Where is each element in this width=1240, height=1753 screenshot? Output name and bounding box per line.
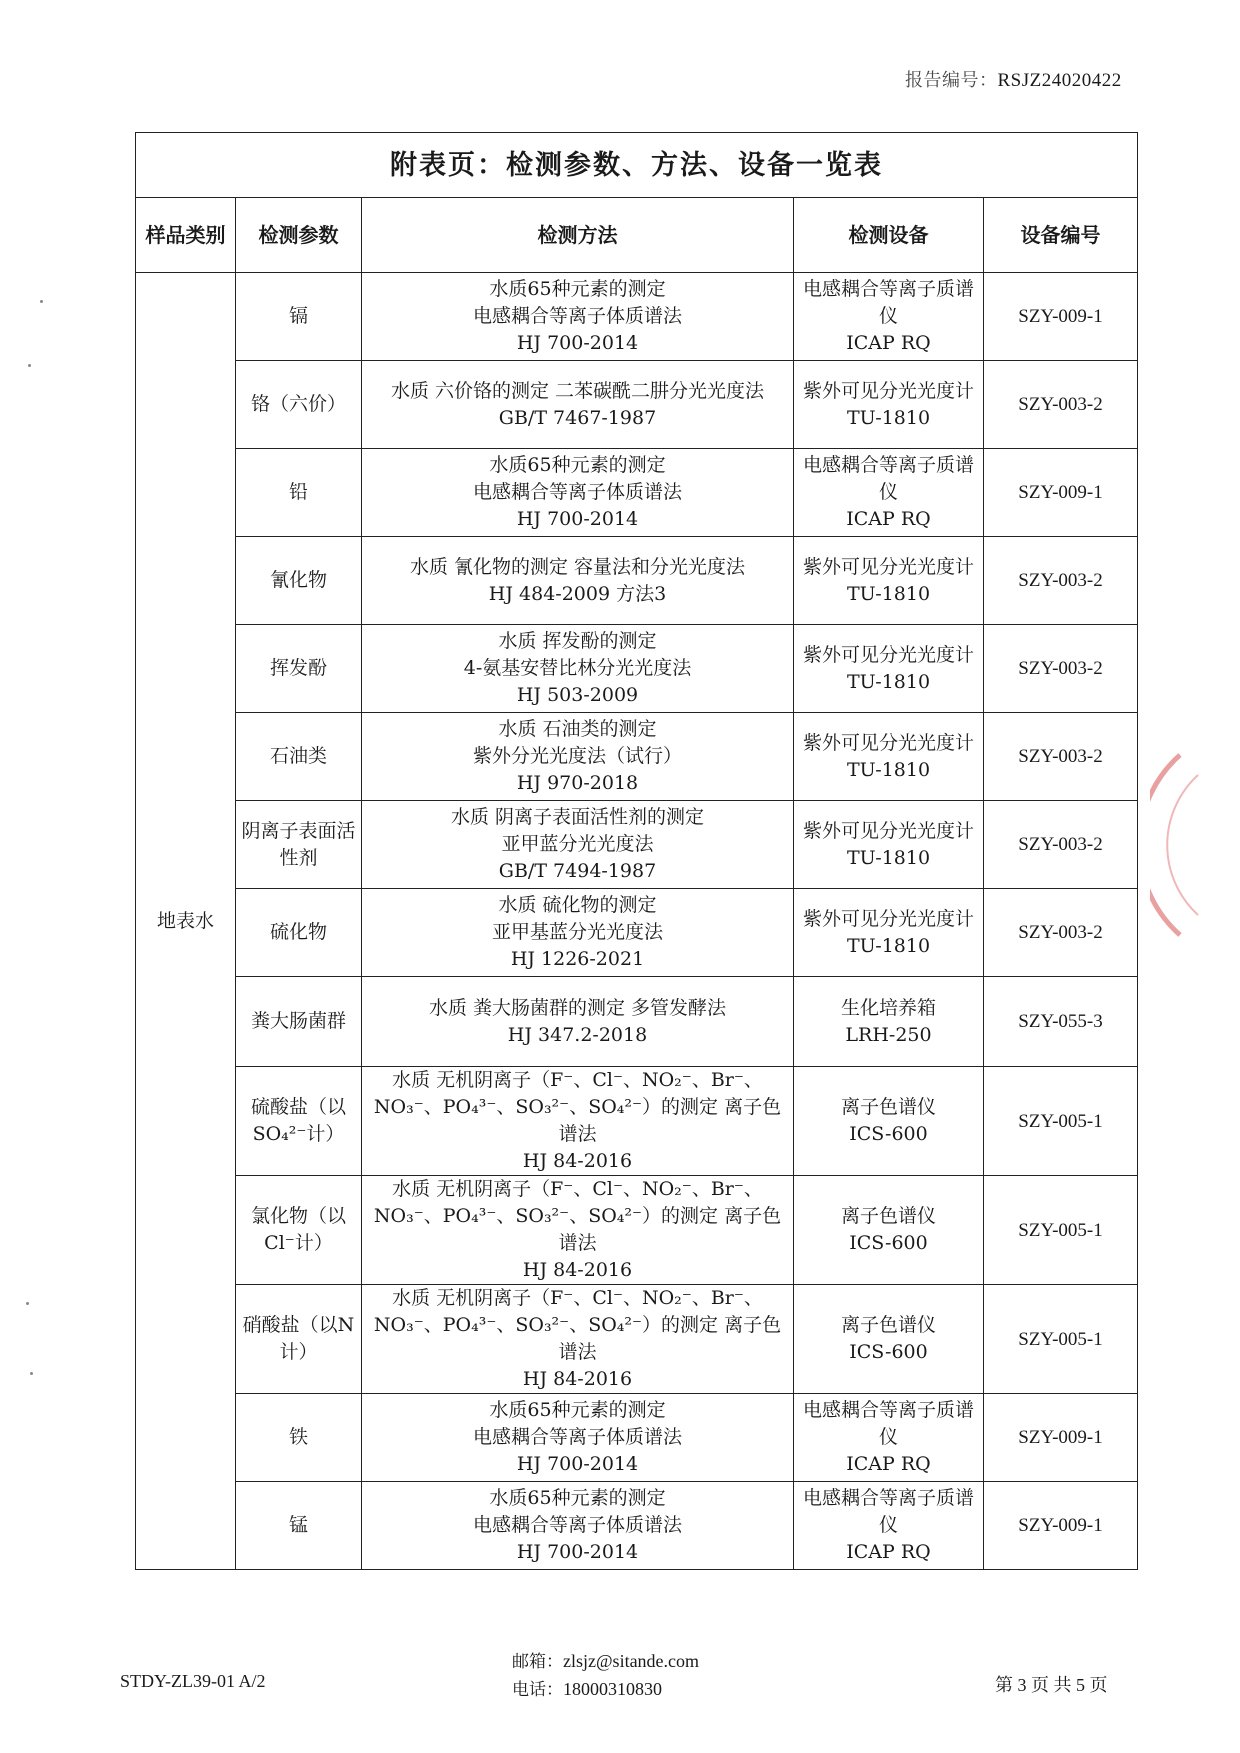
- column-header-sample-category: 样品类别: [136, 198, 236, 273]
- equipment-cell: 离子色谱仪 ICS-600: [794, 1285, 984, 1394]
- report-number-label: 报告编号：: [905, 70, 998, 91]
- phone-value: 18000310830: [563, 1679, 662, 1699]
- scan-speck: [40, 300, 43, 303]
- table-row: [136, 625, 1138, 713]
- method-cell: 水质 无机阴离子（F⁻、Cl⁻、NO₂⁻、Br⁻、NO₃⁻、PO₄³⁻、SO₃²⁻、SO₄²⁻）的测定 离子色谱法 HJ 84-2016: [362, 1067, 794, 1176]
- equipment-no-cell: SZY-009-1: [984, 1482, 1138, 1570]
- method-cell: 水质65种元素的测定 电感耦合等离子体质谱法 HJ 700-2014: [362, 273, 794, 361]
- param-cell: 铁: [236, 1394, 362, 1482]
- param-cell: 锰: [236, 1482, 362, 1570]
- equipment-no-cell: SZY-003-2: [984, 713, 1138, 801]
- equipment-no-cell: SZY-055-3: [984, 977, 1138, 1067]
- phone-label: 电话：: [512, 1680, 563, 1700]
- equipment-cell: 电感耦合等离子质谱仪 ICAP RQ: [794, 1482, 984, 1570]
- param-cell: 氰化物: [236, 537, 362, 625]
- param-cell: 挥发酚: [236, 625, 362, 713]
- column-header-parameter: 检测参数: [236, 198, 362, 273]
- method-cell: 水质 氰化物的测定 容量法和分光光度法 HJ 484-2009 方法3: [362, 537, 794, 625]
- param-cell: 石油类: [236, 713, 362, 801]
- column-header-equipment-no: 设备编号: [984, 198, 1138, 273]
- table-row: [136, 361, 1138, 449]
- scan-speck: [28, 364, 31, 367]
- table-row: [136, 1176, 1138, 1285]
- equipment-cell: 电感耦合等离子质谱仪 ICAP RQ: [794, 1394, 984, 1482]
- method-cell: 水质 无机阴离子（F⁻、Cl⁻、NO₂⁻、Br⁻、NO₃⁻、PO₄³⁻、SO₃²⁻、SO₄²⁻）的测定 离子色谱法 HJ 84-2016: [362, 1176, 794, 1285]
- table-row: [136, 537, 1138, 625]
- table-row: [136, 1067, 1138, 1176]
- method-cell: 水质 石油类的测定 紫外分光光度法（试行） HJ 970-2018: [362, 713, 794, 801]
- param-cell: 氯化物（以Cl⁻计）: [236, 1176, 362, 1285]
- param-cell: 粪大肠菌群: [236, 977, 362, 1067]
- equipment-no-cell: SZY-009-1: [984, 449, 1138, 537]
- email-label: 邮箱：: [512, 1652, 563, 1672]
- column-header-equipment: 检测设备: [794, 198, 984, 273]
- email-value: zlsjz@sitande.com: [563, 1651, 700, 1671]
- report-number: [905, 66, 1122, 92]
- red-stamp-edge: [1150, 745, 1240, 945]
- equipment-cell: 紫外可见分光光度计 TU-1810: [794, 361, 984, 449]
- equipment-no-cell: SZY-003-2: [984, 801, 1138, 889]
- method-cell: 水质 挥发酚的测定 4-氨基安替比林分光光度法 HJ 503-2009: [362, 625, 794, 713]
- equipment-no-cell: SZY-003-2: [984, 361, 1138, 449]
- table-row: [136, 449, 1138, 537]
- table-row: [136, 1482, 1138, 1570]
- param-cell: 硝酸盐（以N计）: [236, 1285, 362, 1394]
- contact-info: [512, 1648, 699, 1704]
- equipment-no-cell: SZY-003-2: [984, 625, 1138, 713]
- report-number-value: RSJZ24020422: [997, 70, 1122, 91]
- equipment-cell: 紫外可见分光光度计 TU-1810: [794, 889, 984, 977]
- table-row: [136, 977, 1138, 1067]
- table-row: [136, 801, 1138, 889]
- equipment-cell: 生化培养箱 LRH-250: [794, 977, 984, 1067]
- method-cell: 水质 粪大肠菌群的测定 多管发酵法 HJ 347.2-2018: [362, 977, 794, 1067]
- table-title: 附表页：检测参数、方法、设备一览表: [136, 133, 1138, 198]
- equipment-cell: 紫外可见分光光度计 TU-1810: [794, 537, 984, 625]
- method-cell: 水质65种元素的测定 电感耦合等离子体质谱法 HJ 700-2014: [362, 449, 794, 537]
- equipment-no-cell: SZY-003-2: [984, 537, 1138, 625]
- param-cell: 硫化物: [236, 889, 362, 977]
- equipment-cell: 紫外可见分光光度计 TU-1810: [794, 713, 984, 801]
- method-cell: 水质 无机阴离子（F⁻、Cl⁻、NO₂⁻、Br⁻、NO₃⁻、PO₄³⁻、SO₃²⁻、SO₄²⁻）的测定 离子色谱法 HJ 84-2016: [362, 1285, 794, 1394]
- table-row: [136, 1394, 1138, 1482]
- equipment-cell: 离子色谱仪 ICS-600: [794, 1067, 984, 1176]
- equipment-no-cell: SZY-009-1: [984, 273, 1138, 361]
- equipment-cell: 紫外可见分光光度计 TU-1810: [794, 801, 984, 889]
- param-cell: 镉: [236, 273, 362, 361]
- equipment-no-cell: SZY-005-1: [984, 1285, 1138, 1394]
- sample-category-cell: 地表水: [136, 273, 236, 1570]
- param-cell: 硫酸盐（以SO₄²⁻计）: [236, 1067, 362, 1176]
- page-number: 第 3 页 共 5 页: [995, 1675, 1108, 1695]
- document-code: STDY-ZL39-01 A/2: [120, 1671, 266, 1691]
- table-row: [136, 273, 1138, 361]
- method-cell: 水质 六价铬的测定 二苯碳酰二肼分光光度法 GB/T 7467-1987: [362, 361, 794, 449]
- equipment-cell: 离子色谱仪 ICS-600: [794, 1176, 984, 1285]
- param-cell: 阴离子表面活性剂: [236, 801, 362, 889]
- table-row: [136, 889, 1138, 977]
- table-row: [136, 1285, 1138, 1394]
- column-header-method: 检测方法: [362, 198, 794, 273]
- equipment-cell: 紫外可见分光光度计 TU-1810: [794, 625, 984, 713]
- param-cell: 铅: [236, 449, 362, 537]
- scan-speck: [30, 1372, 33, 1375]
- method-cell: 水质 阴离子表面活性剂的测定 亚甲蓝分光光度法 GB/T 7494-1987: [362, 801, 794, 889]
- method-cell: 水质 硫化物的测定 亚甲基蓝分光光度法 HJ 1226-2021: [362, 889, 794, 977]
- method-cell: 水质65种元素的测定 电感耦合等离子体质谱法 HJ 700-2014: [362, 1482, 794, 1570]
- table-row: [136, 713, 1138, 801]
- equipment-cell: 电感耦合等离子质谱仪 ICAP RQ: [794, 273, 984, 361]
- scan-speck: [26, 1302, 29, 1305]
- method-equipment-table: [135, 132, 1138, 1570]
- param-cell: 铬（六价）: [236, 361, 362, 449]
- equipment-no-cell: SZY-005-1: [984, 1176, 1138, 1285]
- equipment-cell: 电感耦合等离子质谱仪 ICAP RQ: [794, 449, 984, 537]
- equipment-no-cell: SZY-005-1: [984, 1067, 1138, 1176]
- equipment-no-cell: SZY-003-2: [984, 889, 1138, 977]
- equipment-no-cell: SZY-009-1: [984, 1394, 1138, 1482]
- method-cell: 水质65种元素的测定 电感耦合等离子体质谱法 HJ 700-2014: [362, 1394, 794, 1482]
